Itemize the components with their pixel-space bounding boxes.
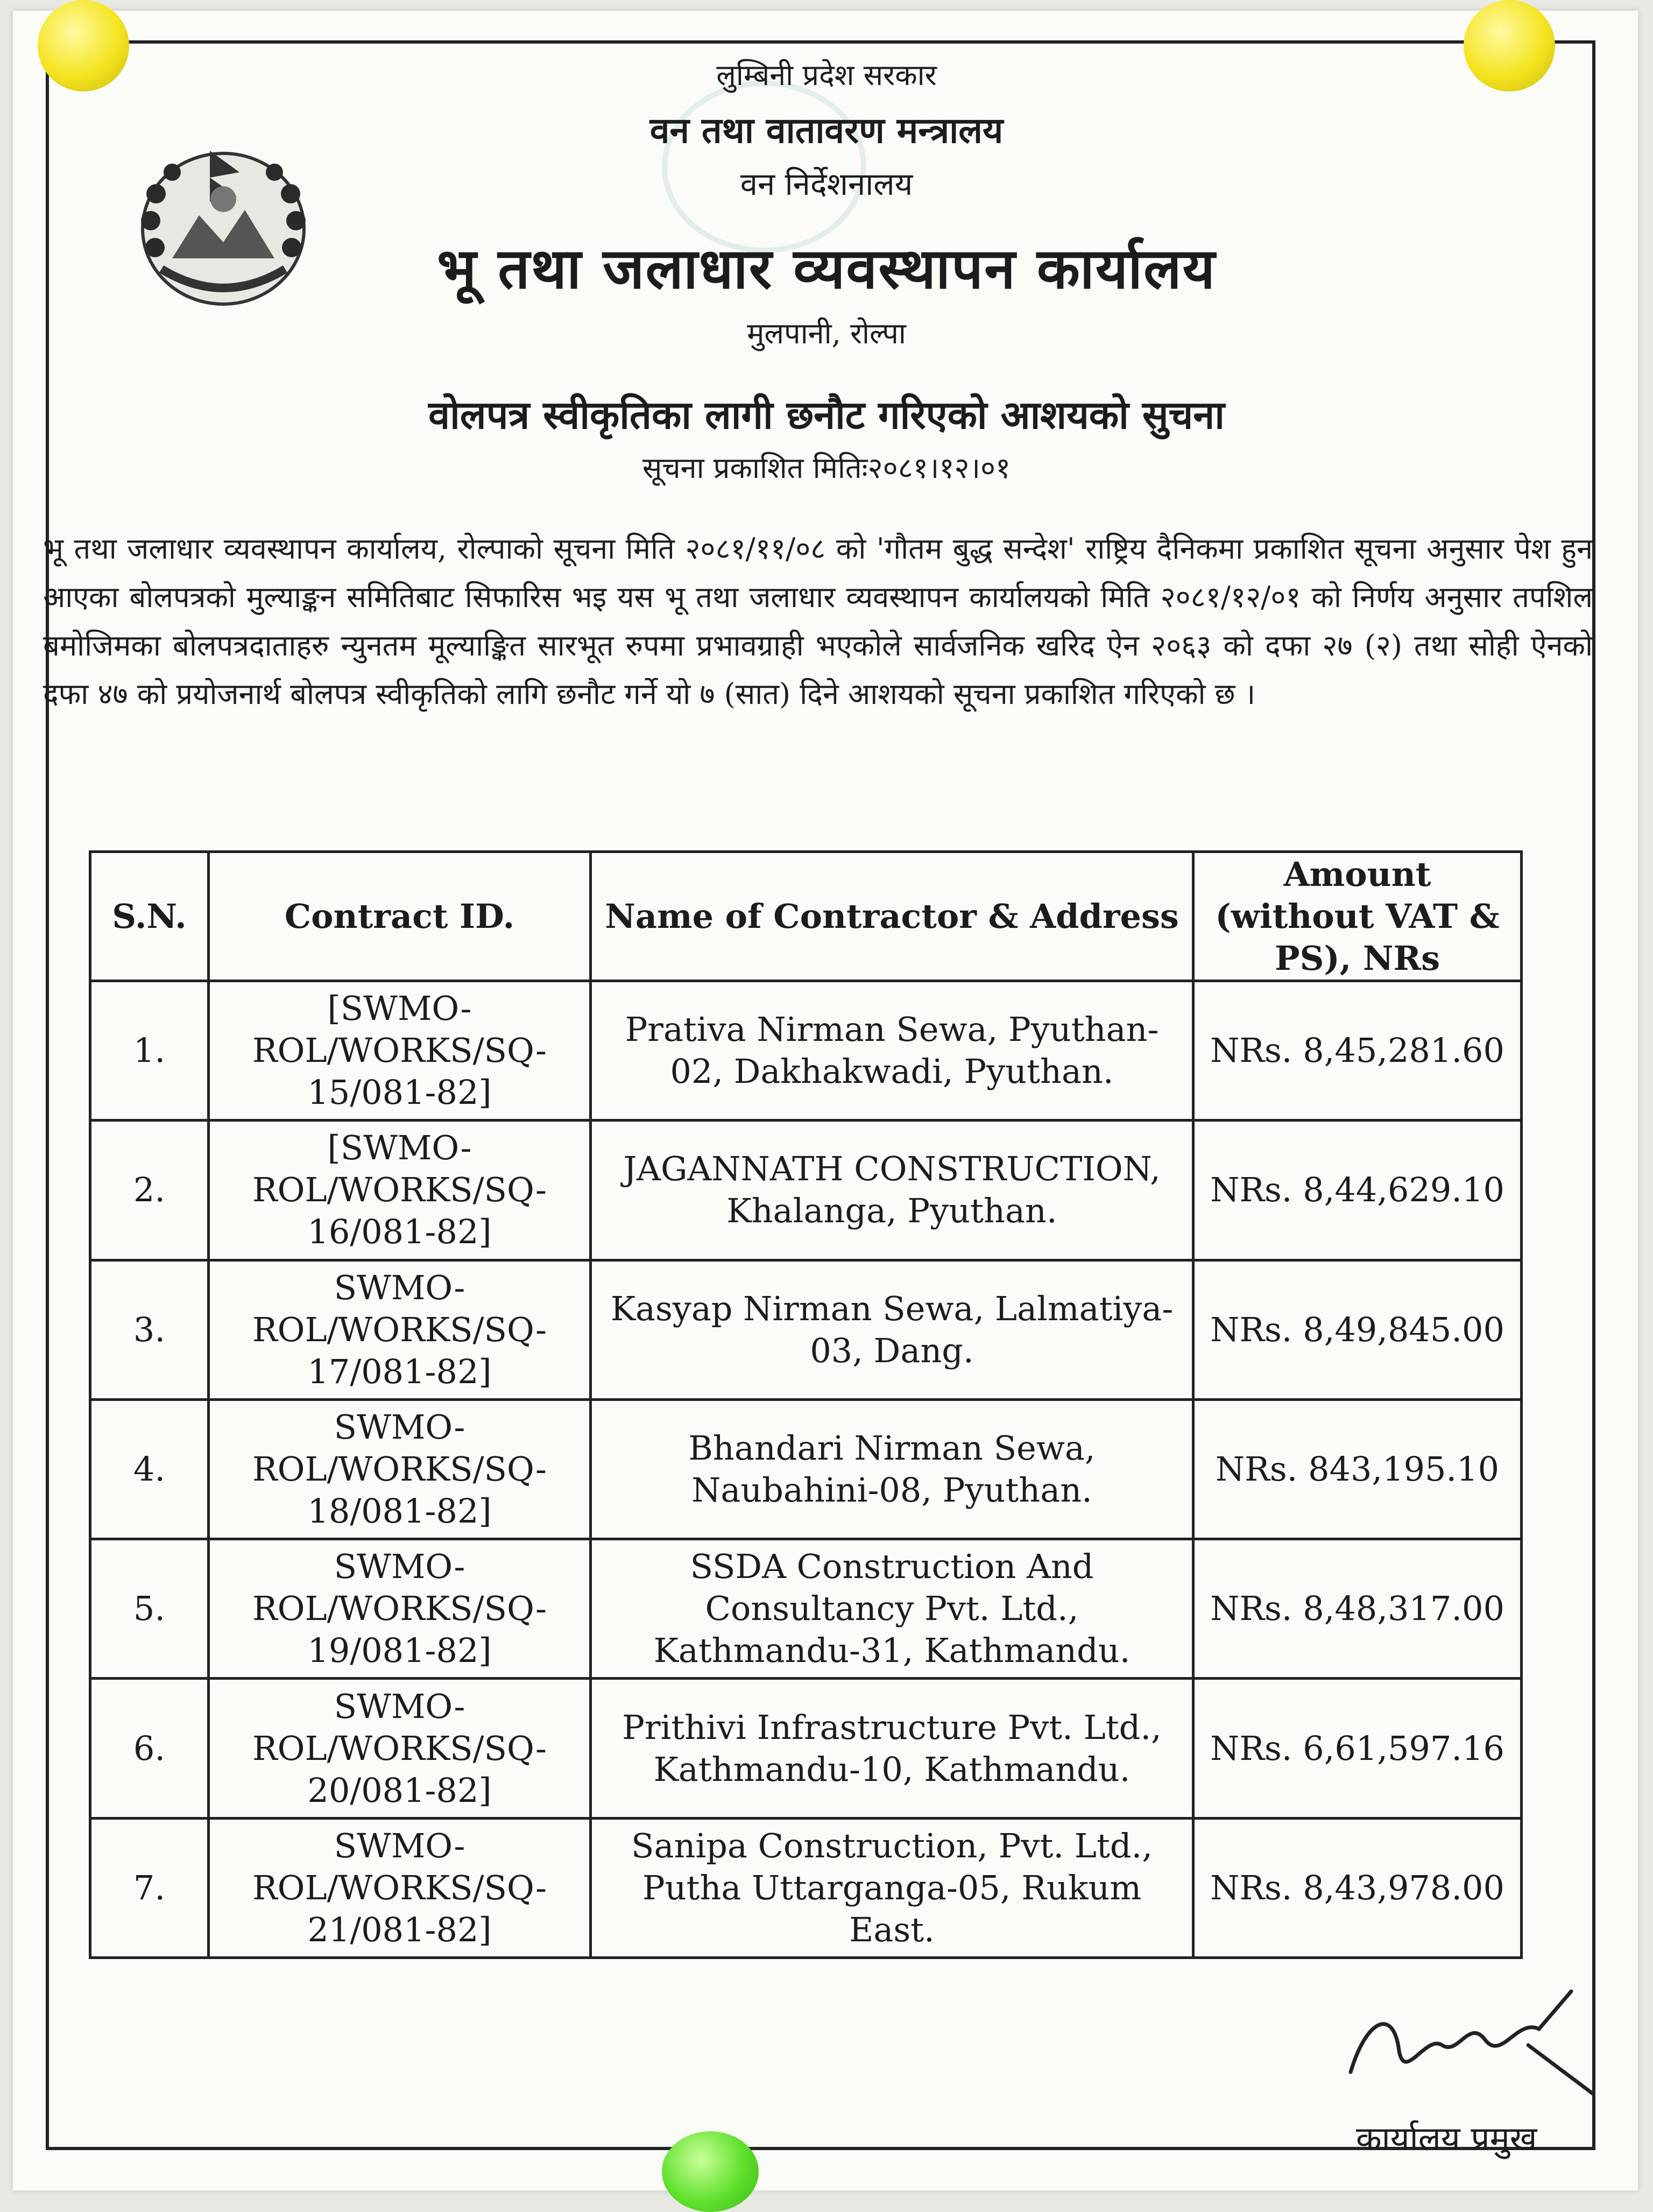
cell-contract-id: SWMO-ROL/WORKS/SQ-18/081-82] [209,1399,591,1539]
cell-contract-id: [SWMO-ROL/WORKS/SQ-15/081-82] [209,981,591,1121]
push-pin-icon [662,2131,759,2212]
cell-amount: NRs. 8,44,629.10 [1193,1121,1522,1260]
header-contract-id: Contract ID. [209,852,591,981]
cell-sn: 7. [90,1818,209,1957]
cell-amount: NRs. 8,48,317.00 [1193,1539,1522,1679]
signature [1334,1986,1603,2110]
table-row [90,1121,1522,1260]
signatory-title: कार्यालय प्रमुख [1356,2119,1537,2158]
cell-contractor: Sanipa Construction, Pvt. Ltd., Putha Uttarganga-05, Rukum East. [591,1818,1193,1957]
header-contractor: Name of Contractor & Address [591,852,1193,981]
table-row [90,1679,1522,1818]
cell-sn: 4. [90,1399,209,1539]
table-row [90,981,1522,1121]
table-row [90,1260,1522,1399]
cell-amount: NRs. 8,43,978.00 [1193,1818,1522,1957]
table-row [90,1539,1522,1679]
cell-contract-id: [SWMO-ROL/WORKS/SQ-16/081-82] [209,1121,591,1260]
cell-contractor: Kasyap Nirman Sewa, Lalmatiya-03, Dang. [591,1260,1193,1399]
notice-date: सूचना प्रकाशित मितिः२०८१।१२।०१ [642,451,1011,485]
cell-amount: NRs. 843,195.10 [1193,1399,1522,1539]
cell-sn: 6. [90,1679,209,1818]
notice-title: वोलपत्र स्वीकृतिका लागी छनौट गरिएको आशयको सुचना [428,392,1225,438]
table-header-row [90,852,1522,981]
cell-contract-id: SWMO-ROL/WORKS/SQ-20/081-82] [209,1679,591,1818]
header-sn: S.N. [90,852,209,981]
cell-contractor: JAGANNATH CONSTRUCTION, Khalanga, Pyuthan. [591,1121,1193,1260]
cell-contract-id: SWMO-ROL/WORKS/SQ-17/081-82] [209,1260,591,1399]
cell-contractor: SSDA Construction And Consultancy Pvt. Ltd., Kathmandu-31, Kathmandu. [591,1539,1193,1679]
cell-sn: 3. [90,1260,209,1399]
cell-contractor: Prithivi Infrastructure Pvt. Ltd., Kathmandu-10, Kathmandu. [591,1679,1193,1818]
cell-contract-id: SWMO-ROL/WORKS/SQ-21/081-82] [209,1818,591,1957]
table-row [90,1399,1522,1539]
notice-body: भू तथा जलाधार व्यवस्थापन कार्यालय, रोल्पाको सूचना मिति २०८१/११/०८ को 'गौतम बुद्ध सन्देश' राष्ट्रिय दैनिकमा प्रकाशित सूचना अनुसार पेश हुन आएका बोलपत्रको मुल्याङ्कन समितिबाट सिफारिस भइ यस भू तथा जलाधार व्यवस्थापन कार्यालयको मिति २०८१/१२/०१ को निर्णय अनुसार तपशिल बमोजिमका बोलपत्रदाताहरु न्युनतम मूल्याङ्कित सारभूत रुपमा प्रभावग्राही भएकोले सार्वजनिक खरिद ऐन २०६३ को दफा २७ (२) तथा सोही ऐनको दफा ४७ को प्रयोजनार्थ बोलपत्र स्वीकृतिको लागि छनौट गर्ने यो ७ (सात) दिने आशयको सूचना प्रकाशित गरिएको छ । [43,532,1593,711]
contracts-table [89,850,1523,1959]
header-amount: Amount (without VAT & PS), NRs [1193,852,1522,981]
cell-sn: 2. [90,1121,209,1260]
cell-amount: NRs. 6,61,597.16 [1193,1679,1522,1818]
ministry-name: वन तथा वातावरण मन्त्रालय [649,109,1004,151]
cell-amount: NRs. 8,45,281.60 [1193,981,1522,1121]
cell-contract-id: SWMO-ROL/WORKS/SQ-19/081-82] [209,1539,591,1679]
cell-contractor: Bhandari Nirman Sewa, Naubahini-08, Pyuthan. [591,1399,1193,1539]
government-name: लुम्बिनी प्रदेश सरकार [716,58,937,92]
table-row [90,1818,1522,1957]
cell-sn: 5. [90,1539,209,1679]
office-location: मुलपानी, रोल्पा [747,316,906,350]
cell-contractor: Prativa Nirman Sewa, Pyuthan-02, Dakhakwadi, Pyuthan. [591,981,1193,1121]
office-name: भू तथा जलाधार व्यवस्थापन कार्यालय [437,235,1216,301]
cell-sn: 1. [90,981,209,1121]
directorate-name: वन निर्देशनालय [740,166,913,202]
cell-amount: NRs. 8,49,845.00 [1193,1260,1522,1399]
